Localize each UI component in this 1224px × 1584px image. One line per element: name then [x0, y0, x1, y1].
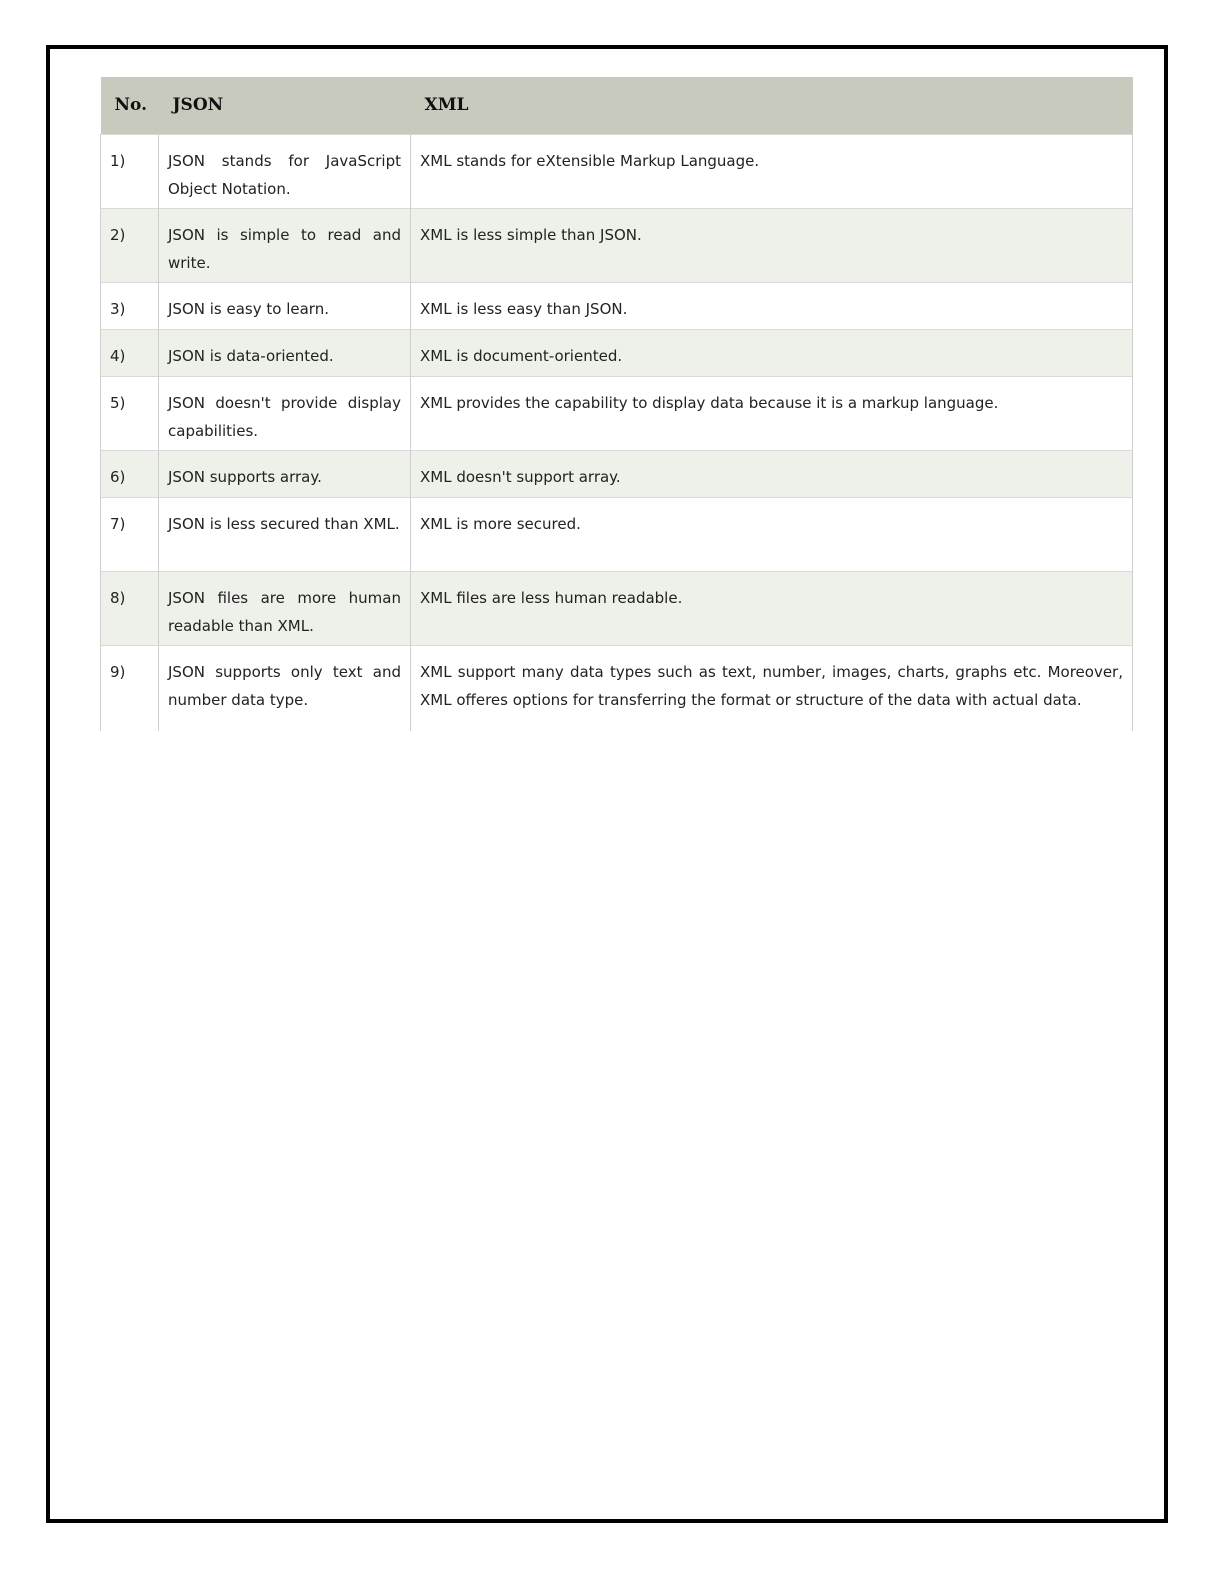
table-header-row [101, 77, 1133, 134]
table-body [101, 134, 1133, 731]
xml-cell: XML is more secured. [411, 497, 1133, 571]
table-row [101, 497, 1133, 571]
row-number: 7) [101, 497, 159, 571]
header-xml: XML [424, 95, 469, 116]
json-cell: JSON is easy to learn. [159, 282, 411, 329]
json-cell: JSON is less secured than XML. [159, 497, 411, 571]
table-row [101, 450, 1133, 497]
table-header [101, 77, 1133, 134]
row-number: 3) [101, 282, 159, 329]
xml-cell: XML support many data types such as text, number, images, charts, graphs etc. Moreover, XML offeres options for transferring the format or structure of the data with actual data. [411, 645, 1133, 731]
table-row [101, 376, 1133, 450]
json-cell: JSON supports array. [159, 450, 411, 497]
table-row [101, 134, 1133, 208]
row-number: 6) [101, 450, 159, 497]
xml-cell: XML stands for eXtensible Markup Language. [411, 134, 1133, 208]
xml-cell: XML is document-oriented. [411, 329, 1133, 376]
row-number: 9) [101, 645, 159, 731]
xml-cell: XML doesn't support array. [411, 450, 1133, 497]
header-json: JSON [172, 95, 224, 116]
xml-cell: XML is less simple than JSON. [411, 208, 1133, 282]
json-cell: JSON files are more human readable than XML. [159, 571, 411, 645]
comparison-table-container [100, 77, 1132, 731]
json-cell: JSON stands for JavaScript Object Notation. [159, 134, 411, 208]
xml-cell: XML provides the capability to display data because it is a markup language. [411, 376, 1133, 450]
xml-cell: XML files are less human readable. [411, 571, 1133, 645]
json-cell: JSON supports only text and number data type. [159, 645, 411, 731]
table-row [101, 645, 1133, 731]
row-number: 8) [101, 571, 159, 645]
json-cell: JSON doesn't provide display capabilities. [159, 376, 411, 450]
table-row [101, 282, 1133, 329]
json-cell: JSON is simple to read and write. [159, 208, 411, 282]
table-row [101, 571, 1133, 645]
xml-cell: XML is less easy than JSON. [411, 282, 1133, 329]
row-number: 1) [101, 134, 159, 208]
page-frame [46, 45, 1168, 1523]
table-row [101, 329, 1133, 376]
row-number: 2) [101, 208, 159, 282]
table-row [101, 208, 1133, 282]
json-vs-xml-table [100, 77, 1133, 731]
header-no: No. [114, 95, 147, 116]
json-cell: JSON is data-oriented. [159, 329, 411, 376]
row-number: 5) [101, 376, 159, 450]
row-number: 4) [101, 329, 159, 376]
